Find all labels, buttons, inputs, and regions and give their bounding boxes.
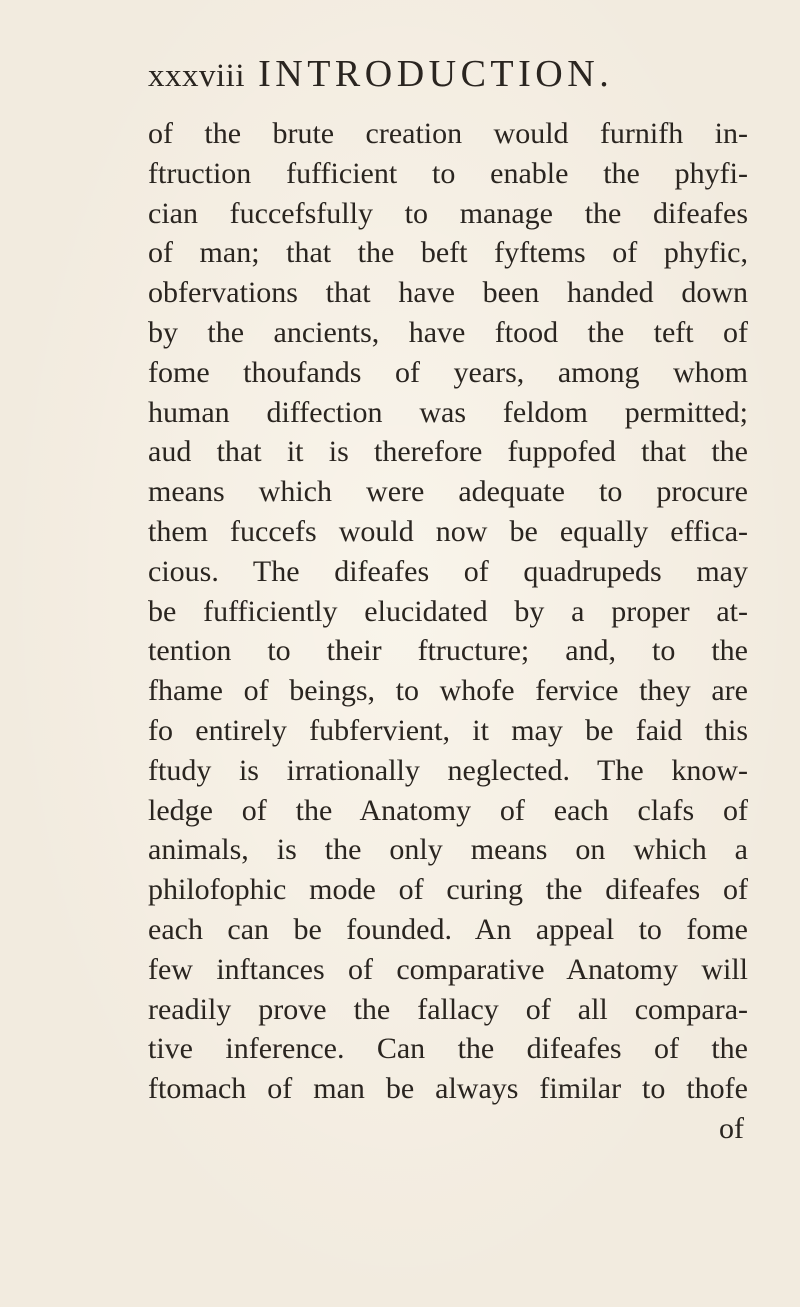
text-line: human diffection was feldom permitted; [148, 395, 748, 429]
text-line: ftudy is irrationally neglected. The know- [148, 753, 748, 787]
page-header [148, 44, 613, 111]
text-line: animals, is the only means on which a [148, 833, 748, 867]
text-line: ftruction fufficient to enable the phyfi- [148, 156, 748, 190]
page-number: xxxviii [148, 58, 246, 94]
body-text [148, 114, 748, 1149]
text-line: of the brute creation would furnifh in- [148, 117, 748, 150]
text-line: ftomach of man be always fimilar to thofe [148, 1072, 748, 1106]
text-line: fo entirely fubfervient, it may be faid this [148, 713, 748, 747]
text-line: means which were adequate to procure [148, 475, 748, 509]
text-line: aud that it is therefore fuppofed that the [148, 435, 748, 469]
text-line: obfervations that have been handed down [148, 276, 748, 310]
text-line: cious. The difeafes of quadrupeds may [148, 554, 748, 588]
text-line: be fufficiently elucidated by a proper at- [148, 594, 748, 628]
text-line: fome thoufands of years, among whom [148, 355, 748, 389]
text-line: fhame of beings, to whofe fervice they are [148, 674, 748, 708]
text-line: few inftances of comparative Anatomy will [148, 952, 748, 986]
text-line: by the ancients, have ftood the teft of [148, 315, 748, 349]
text-line: each can be founded. An appeal to fome [148, 912, 748, 946]
catchword: of [719, 1111, 744, 1145]
text-line: tive inference. Can the difeafes of the [148, 1032, 748, 1066]
text-line: of man; that the beft fyftems of phyfic, [148, 236, 748, 270]
text-line: tention to their ftructure; and, to the [148, 634, 748, 668]
text-line: philofophic mode of curing the difeafes of [148, 873, 748, 907]
running-title: INTRODUCTION. [258, 53, 614, 95]
text-line: ledge of the Anatomy of each clafs of [148, 793, 748, 827]
text-line: them fuccefs would now be equally effica- [148, 514, 748, 548]
text-line: readily prove the fallacy of all compara- [148, 992, 748, 1026]
text-line: cian fuccefsfully to manage the difeafes [148, 196, 748, 230]
